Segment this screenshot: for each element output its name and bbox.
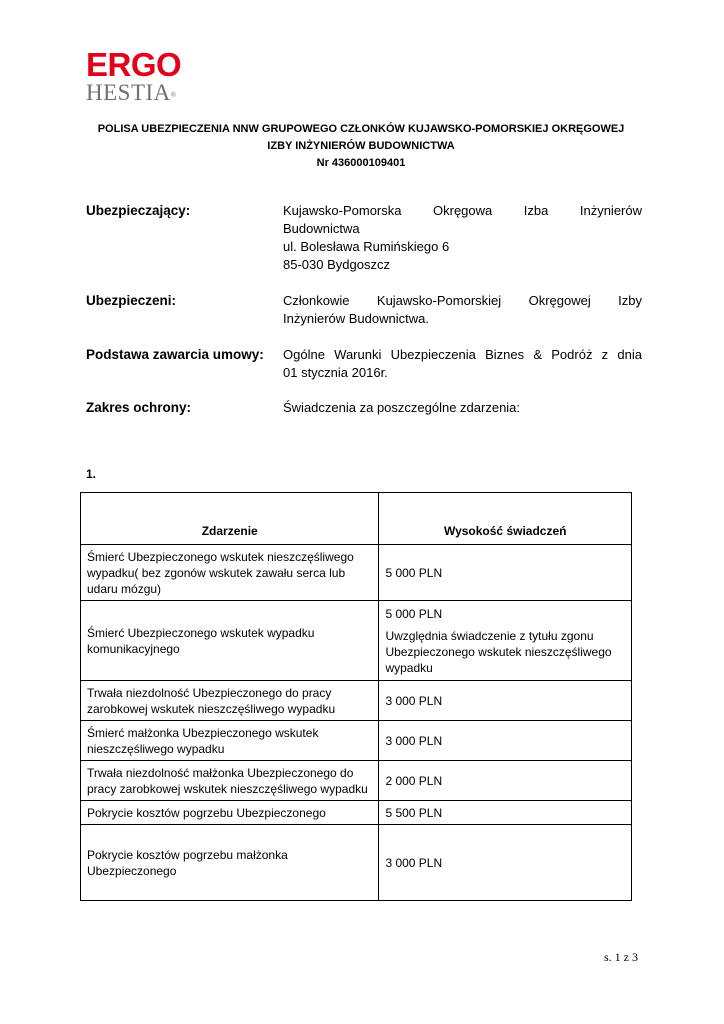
benefit-amount: 5 000 PLN <box>385 606 443 621</box>
basis-value <box>283 346 642 382</box>
benefit-cell: 5 000 PLN <box>379 545 632 601</box>
basis-line: Ogólne Warunki Ubezpieczenia Biznes & Podróż z dnia <box>283 347 642 362</box>
scope-value: Świadczenia za poszczególne zdarzenia: <box>283 400 521 415</box>
insured-value <box>283 292 642 328</box>
logo-ergo-text: ERGO <box>86 46 182 83</box>
insured-section <box>86 292 642 332</box>
insured-label: Ubezpieczeni: <box>86 293 177 308</box>
table-row <box>81 545 632 601</box>
insurer-address-city: 85-030 Bydgoszcz <box>283 257 390 272</box>
policy-title-line2: IZBY INŻYNIERÓW BUDOWNICTWA <box>267 140 455 152</box>
event-cell: Pokrycie kosztów pogrzebu małżonka Ubezpieczonego <box>81 825 379 901</box>
insurer-line: Budownictwa <box>283 221 360 236</box>
table-row <box>81 761 632 801</box>
insured-line: Inżynierów Budownictwa. <box>283 311 429 326</box>
event-cell: Śmierć małżonka Ubezpieczonego wskutek nieszczęśliwego wypadku <box>81 721 379 761</box>
table-header-row <box>81 493 632 545</box>
event-cell: Pokrycie kosztów pogrzebu Ubezpieczonego <box>81 801 379 825</box>
scope-label: Zakres ochrony: <box>86 400 192 415</box>
insurer-line: Kujawsko-Pomorska Okręgowa Izba Inżynierów <box>283 203 642 218</box>
table-row <box>81 721 632 761</box>
benefit-cell: 3 000 PLN <box>379 681 632 721</box>
event-cell: Śmierć Ubezpieczonego wskutek wypadku komunikacyjnego <box>81 601 379 681</box>
table-row <box>81 601 632 681</box>
table-row <box>81 825 632 901</box>
benefit-cell: 3 000 PLN <box>379 721 632 761</box>
benefits-table <box>80 492 632 901</box>
insurer-section <box>86 202 642 282</box>
event-cell: Śmierć Ubezpieczonego wskutek nieszczęśliwego wypadku( bez zgonów wskutek zawału serca lub udaru mózgu) <box>81 545 379 601</box>
registered-mark: ® <box>170 91 177 99</box>
logo-hestia-text <box>86 82 186 104</box>
insured-line: Członkowie Kujawsko-Pomorskiej Okręgowej Izby <box>283 293 642 308</box>
table-row <box>81 681 632 721</box>
section-number: 1. <box>86 467 97 481</box>
ergo-hestia-logo <box>86 46 186 105</box>
insurer-label: Ubezpieczający: <box>86 203 191 218</box>
policy-title <box>86 121 636 172</box>
insurer-address-street: ul. Bolesława Rumińskiego 6 <box>283 239 450 254</box>
benefit-cell <box>379 601 632 681</box>
policy-title-line1: POLISA UBEZPIECZENIA NNW GRUPOWEGO CZŁONKÓW KUJAWSKO-POMORSKIEJ OKRĘGOWEJ <box>97 123 625 135</box>
basis-label: Podstawa zawarcia umowy: <box>86 347 264 362</box>
page-number: s. 1 z 3 <box>604 950 638 964</box>
header-benefit: Wysokość świadczeń <box>379 493 632 545</box>
header-event: Zdarzenie <box>81 493 379 545</box>
benefit-note: Uwzględnia świadczenie z tytułu zgonu Ubezpieczonego wskutek nieszczęśliwego wypadku <box>385 628 612 675</box>
policy-number: Nr 436000109401 <box>316 157 406 169</box>
benefit-cell: 3 000 PLN <box>379 825 632 901</box>
scope-section <box>86 399 642 419</box>
table-row <box>81 801 632 825</box>
event-cell: Trwała niezdolność małżonka Ubezpieczonego do pracy zarobkowej wskutek nieszczęśliwego wypadku <box>81 761 379 801</box>
basis-line: 01 stycznia 2016r. <box>283 365 388 380</box>
benefit-cell: 2 000 PLN <box>379 761 632 801</box>
event-cell: Trwała niezdolność Ubezpieczonego do pracy zarobkowej wskutek nieszczęśliwego wypadku <box>81 681 379 721</box>
basis-section <box>86 346 642 386</box>
benefit-cell: 5 500 PLN <box>379 801 632 825</box>
insurer-value <box>283 202 642 274</box>
logo-hestia-word: HESTIA <box>86 80 171 105</box>
